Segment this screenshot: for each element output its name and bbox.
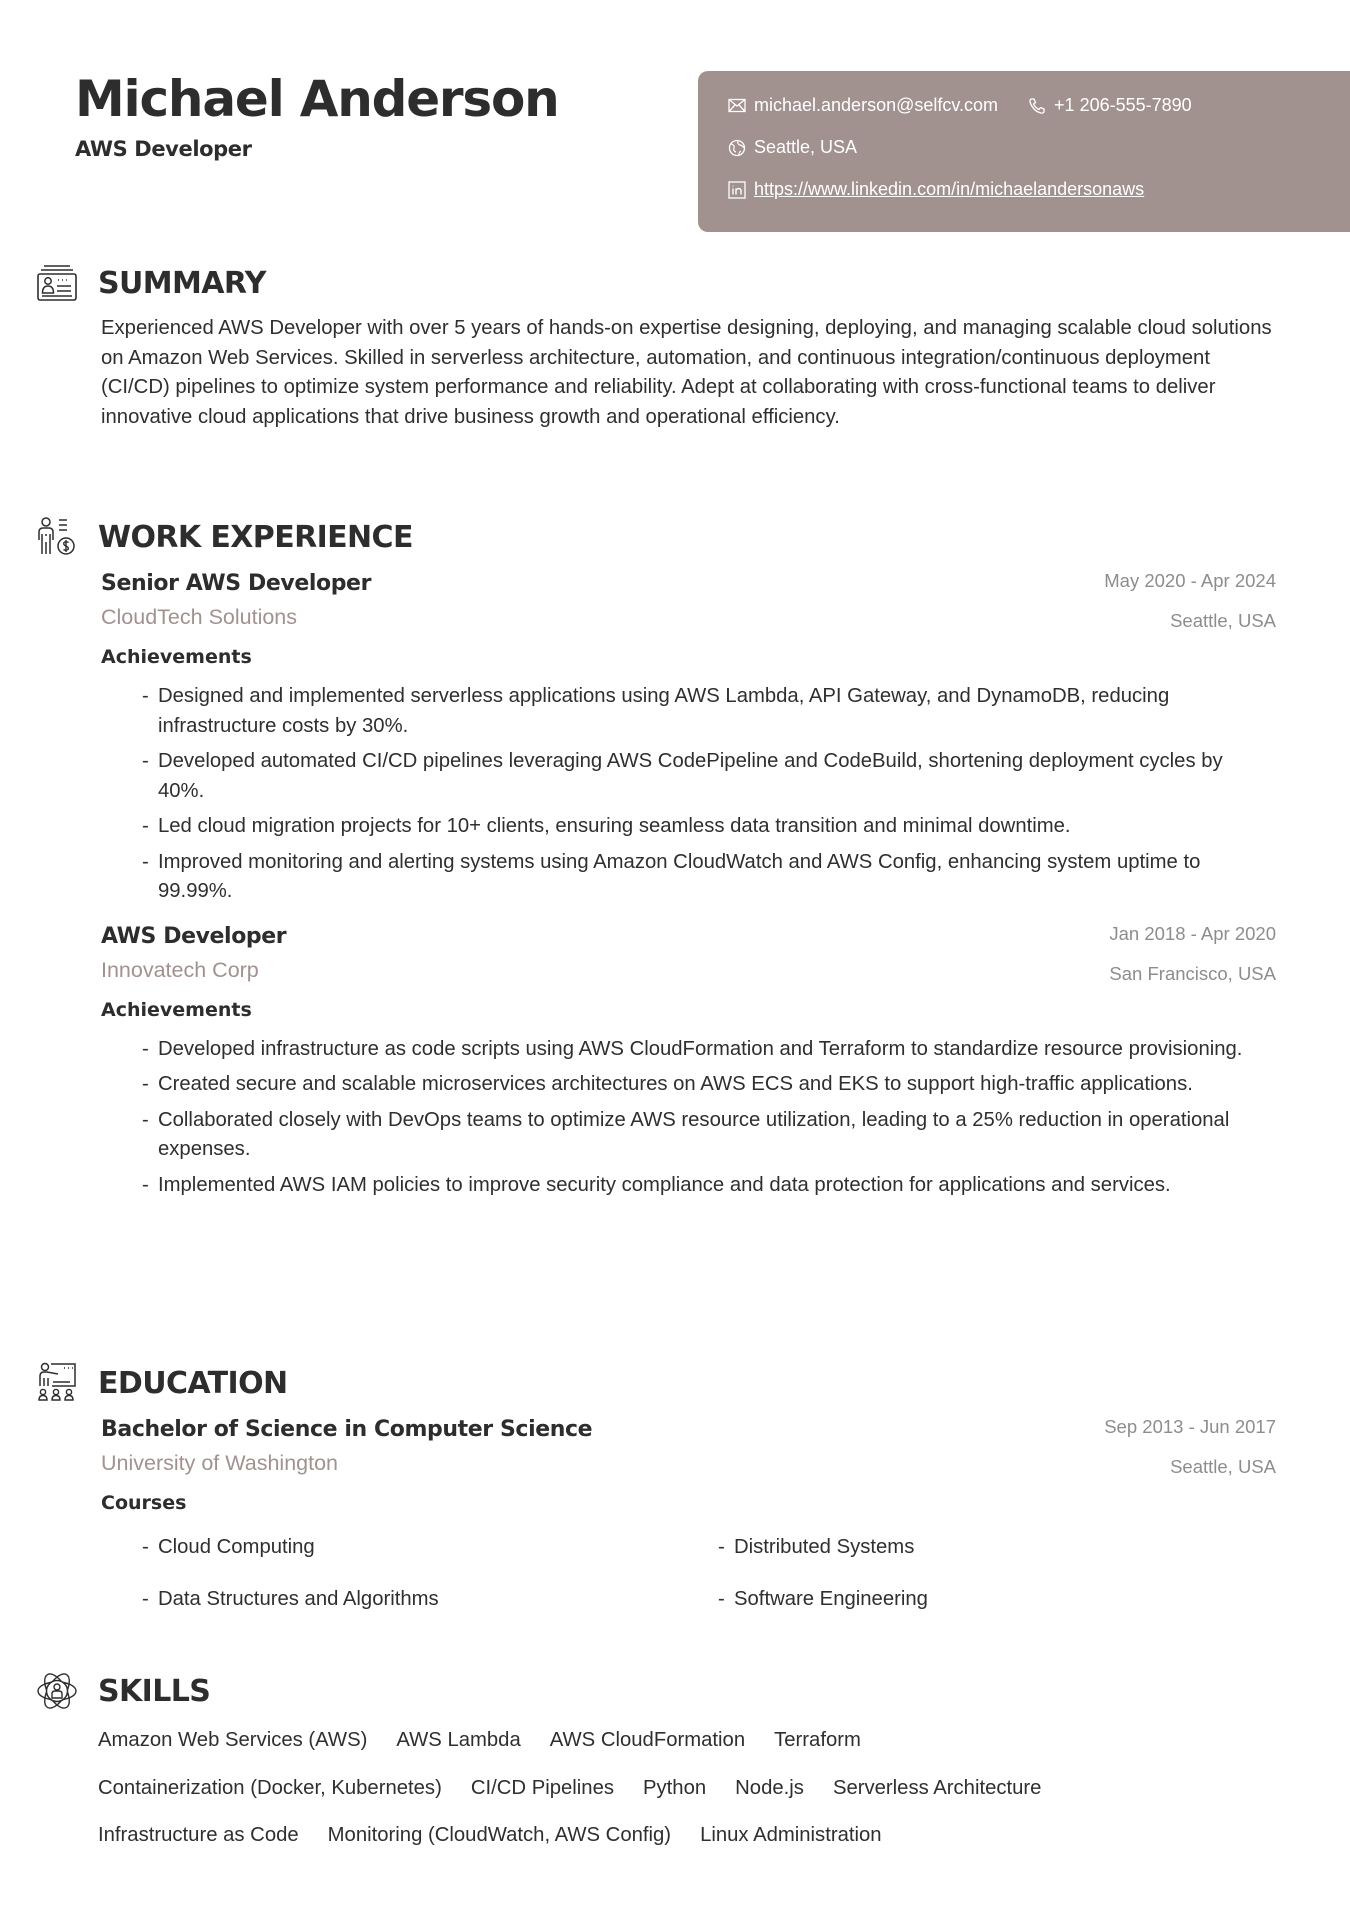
experience-heading: WORK EXPERIENCE [98,520,413,555]
course-item: - Software Engineering [718,1584,1218,1614]
skill-item: Infrastructure as Code [98,1824,299,1846]
resume-header [75,72,559,161]
job-entry [101,921,1276,1201]
contact-row-3 [728,178,1350,201]
skills-section [0,1670,1350,1851]
achievement-item: - Implemented AWS IAM policies to improve security compliance and data protection for applications and services. [142,1171,1272,1201]
location-text: Seattle, USA [754,137,858,157]
degree: Bachelor of Science in Computer Science [101,1417,593,1442]
linkedin-icon [728,181,746,199]
summary-text: Experienced AWS Developer with over 5 years of hands-on expertise designing, deploying, and managing scalable cloud solutions on Amazon Web Services. Skilled in serverless architecture, automation, and continuous integration/continuous deployment (CI/CD) pipelines to optimize system performance and reliability. Adept at collaborating with cross-functional teams to deliver innovative cloud applications that drive business growth and operational efficiency. [101,317,1272,429]
email-text: michael.anderson@selfcv.com [754,95,999,115]
achievements-list [101,682,1276,907]
contact-row-1 [728,94,1350,117]
globe-icon [728,139,746,157]
candidate-title: AWS Developer [75,137,252,161]
envelope-icon [728,98,746,113]
education-dates: Sep 2013 - Jun 2017 [1104,1416,1276,1437]
achievement-item: - Developed infrastructure as code scripts using AWS CloudFormation and Terraform to standardize resource provisioning. [142,1035,1272,1065]
orbit-person-icon [36,1670,78,1712]
skill-item: Monitoring (CloudWatch, AWS Config) [327,1824,672,1846]
skill-item: Amazon Web Services (AWS) [98,1729,368,1751]
course-item: - Distributed Systems [718,1532,1218,1562]
contact-box [698,71,1350,232]
course-item: - Cloud Computing [142,1532,718,1562]
achievement-item: - Improved monitoring and alerting systems using Amazon CloudWatch and AWS Config, enhancing system uptime to 99.99%. [142,848,1272,907]
achievements-list [101,1035,1276,1201]
job-location: San Francisco, USA [1109,962,1276,984]
phone-icon [1028,97,1046,115]
school: University of Washington [101,1451,338,1475]
skill-item: Python [643,1776,707,1799]
education-location: Seattle, USA [1170,1456,1276,1477]
experience-section [0,516,1350,1206]
education-section [0,1362,1350,1614]
linkedin-link[interactable]: https://www.linkedin.com/in/michaelandersonaws [754,179,1145,199]
skill-item: AWS CloudFormation [549,1729,746,1751]
achievement-item: - Led cloud migration projects for 10+ clients, ensuring seamless data transition and minimal downtime. [142,812,1272,842]
skills-header [0,1670,1350,1714]
achievement-item: - Designed and implemented serverless applications using AWS Lambda, API Gateway, and DynamoDB, reducing infrastructure costs by 30%. [142,682,1272,741]
contact-phone[interactable] [1028,95,1192,116]
summary-heading: SUMMARY [98,266,266,301]
education-header [0,1362,1350,1406]
skill-item: Containerization (Docker, Kubernetes) [98,1776,442,1799]
achievement-item: - Created secure and scalable microservices architectures on AWS ECS and EKS to support high-traffic applications. [142,1070,1272,1100]
skill-item: Linux Administration [700,1824,882,1846]
skill-item: AWS Lambda [396,1729,521,1751]
skills-heading: SKILLS [98,1674,211,1709]
worker-salary-icon [36,516,78,558]
skill-item: Serverless Architecture [832,1776,1042,1799]
skill-item: Node.js [735,1776,804,1799]
job-company: Innovatech Corp [101,957,259,982]
experience-header [0,516,1350,560]
contact-location [728,137,857,158]
job-company: CloudTech Solutions [101,605,298,629]
job-role: Senior AWS Developer [101,571,372,596]
summary-section [0,262,1350,433]
achievement-item: - Developed automated CI/CD pipelines leveraging AWS CodePipeline and CodeBuild, shortening deployment cycles by 40%. [142,747,1272,806]
phone-text: +1 206-555-7890 [1054,95,1192,115]
job-location: Seattle, USA [1170,610,1276,631]
job-dates: Jan 2018 - Apr 2020 [1109,922,1276,944]
courses-heading: Courses [101,1492,187,1514]
skill-item: Terraform [774,1729,861,1751]
contact-row-2 [728,136,1350,159]
candidate-name: Michael Anderson [75,70,559,128]
job-entry [101,568,1276,907]
contact-email[interactable] [728,95,998,116]
courses-list [101,1532,1276,1614]
education-heading: EDUCATION [98,1366,288,1401]
id-card-icon [36,262,78,304]
achievements-heading: Achievements [101,646,252,668]
achievements-heading: Achievements [101,998,252,1021]
education-entry [101,1414,1276,1614]
summary-header [0,262,1350,306]
achievement-item: - Collaborated closely with DevOps teams to optimize AWS resource utilization, leading to a 25% reduction in operational expenses. [142,1106,1272,1165]
teacher-presentation-icon [36,1362,78,1404]
job-dates: May 2020 - Apr 2024 [1104,570,1276,591]
skill-item: CI/CD Pipelines [470,1776,614,1799]
contact-linkedin[interactable] [728,179,1144,200]
course-item: - Data Structures and Algorithms [142,1584,718,1614]
skills-list [98,1726,1278,1851]
job-role: AWS Developer [101,923,287,949]
